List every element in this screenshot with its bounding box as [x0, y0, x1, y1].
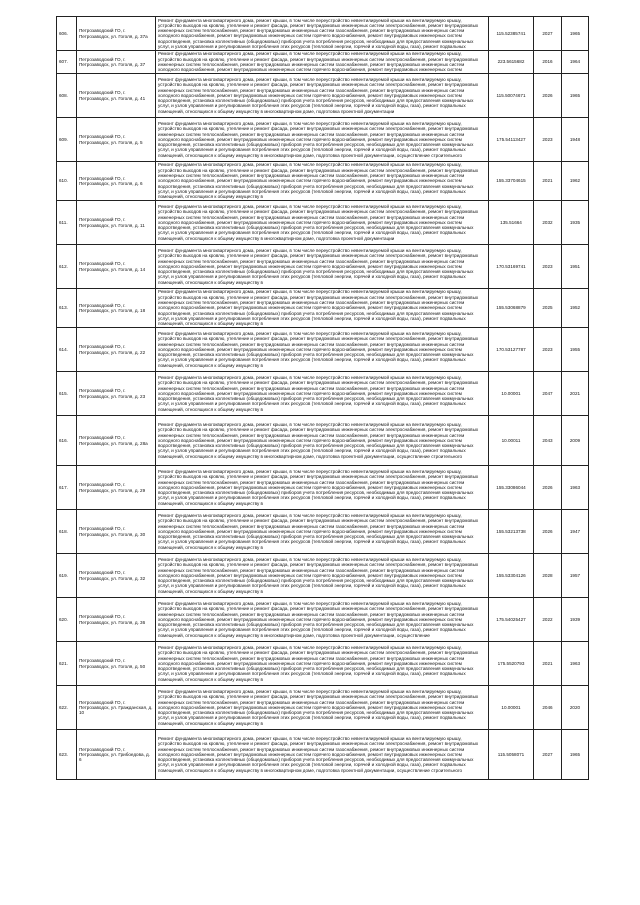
work-text: Ремонт фундамента многоквартирного дома, ремонт крыши, в том числе переустройство невентилируемой крыши на вентилируемую крышу, устройство выходов на кровлю, утепление и ремонт фасада, ремонт внутридомовых инженерных систем электроснабжения, ремонт внутридомовых инженерных систем теплоснабжения, ремонт внутридомовых инженерных систем газоснабжения, ремонт внутридомовых инженерных систем холодного водоснабжения, ремонт внутридомовых инженерных систем горячего водоснабжения, ремонт внутридомовых инженерных систем водоотведения, установка коллективных (общедомовых) приборов учета потребления ресурсов, необходимых для предоставления коммунальных услуг, и узлов управления и регулирования потребления этих ресурсов (тепловой энергии, горячей и холодной воды, газа), ремонт подвальных помещений, относящихся к общему имуществу в многоквартирном доме, подготовка проектной документации, осуществление строительного [158, 735, 479, 773]
row-repair-year: 2021 [534, 162, 562, 201]
row-repair-year: 2032 [534, 201, 562, 245]
row-address: Петрозаводский ГО, г. Петрозаводск, ул. Гоголя, д. 36 [77, 598, 156, 642]
row-work-description [156, 598, 489, 642]
row-address: Петрозаводский ГО, г. Петрозаводск, ул. Гражданская, д. 10 [77, 686, 156, 730]
table-row [57, 162, 589, 201]
row-number: 606. [57, 17, 77, 51]
row-number: 608. [57, 74, 77, 118]
table-row [57, 466, 589, 510]
row-build-year: 1952 [562, 289, 589, 328]
row-number: 615. [57, 372, 77, 416]
table-row [57, 416, 589, 466]
row-address: Петрозаводский ГО, г. Петрозаводск, ул. Гоголя, д. 14 [77, 245, 156, 289]
row-build-year: 1947 [562, 510, 589, 554]
row-number: 607. [57, 51, 77, 74]
register-table [56, 16, 589, 780]
row-number: 612. [57, 245, 77, 289]
row-number: 619. [57, 554, 77, 598]
row-address: Петрозаводский ГО, г. Петрозаводск, ул. Гоголя, д. 41 [77, 74, 156, 118]
row-address: Петрозаводский ГО, г. Петрозаводск, ул. Гоголя, д. 32 [77, 554, 156, 598]
row-number: 610. [57, 162, 77, 201]
row-cost: 10.00011 [489, 416, 534, 466]
row-address: Петрозаводский ГО, г. Петрозаводск, ул. Гоголя, д. 6 [77, 162, 156, 201]
row-cost: 115.50074671 [489, 74, 534, 118]
row-work-description [156, 328, 489, 372]
row-cost: 10.00001 [489, 372, 534, 416]
row-repair-year: 2047 [534, 372, 562, 416]
work-text: Ремонт фундамента многоквартирного дома, ремонт крыши, в том числе переустройство невентилируемой крыши на вентилируемую крышу, устройство выходов на кровлю, утепление и ремонт фасада, ремонт внутридомовых инженерных систем электроснабжения, ремонт внутридомовых инженерных систем теплоснабжения, ремонт внутридомовых инженерных систем газоснабжения, ремонт внутридомовых инженерных систем холодного водоснабжения, ремонт внутридомовых инженерных систем горячего водоснабжения, ремонт внутридомовых инженерных систем водоотведения, установка коллективных (общедомовых) приборов учета потребления ресурсов, необходимых для предоставления коммунальных услуг, и узлов управления и регулирования потребления этих ресурсов (тепловой энергии, горячей и холодной воды, газа), ремонт подвальных помещений, относящихся к общему имуществу в многоквартирном доме, подготовка проектной документации, осуществление строительного [158, 421, 479, 459]
row-work-description [156, 118, 489, 162]
row-repair-year: 2026 [534, 74, 562, 118]
row-work-description [156, 372, 489, 416]
row-address: Петрозаводский ГО, г. Петрозаводск, ул. Гоголя, д. 22 [77, 328, 156, 372]
row-build-year: 2009 [562, 416, 589, 466]
row-build-year: 1962 [562, 162, 589, 201]
row-cost: 155.33086044 [489, 466, 534, 510]
table-row [57, 598, 589, 642]
row-repair-year: 2023 [534, 118, 562, 162]
row-cost: 135.51664 [489, 201, 534, 245]
row-work-description [156, 466, 489, 510]
row-work-description [156, 730, 489, 780]
register-sheet [56, 16, 588, 780]
work-text: Ремонт фундамента многоквартирного дома, ремонт крыши, в том числе переустройство невентилируемой крыши на вентилируемую крышу, устройство выходов на кровлю, утепление и ремонт фасада, ремонт внутридомовых инженерных систем электроснабжения, ремонт внутридомовых инженерных систем теплоснабжения, ремонт внутридомовых инженерных систем газоснабжения, ремонт внутридомовых инженерных систем холодного водоснабжения, ремонт внутридомовых инженерных систем горячего водоснабжения, ремонт внутридомовых инженерных систем водоотведения, установка коллективных (общедомовых) приборов учета потребления ресурсов, необходимых для предоставления коммунальных услуг, и узлов управления и регулирования потребления этих ресурсов (тепловой энергии, горячей и холодной воды, газа), ремонт подвальных [158, 17, 479, 50]
row-repair-year: 2043 [534, 416, 562, 466]
row-cost: 175.5520793 [489, 642, 534, 686]
row-repair-year: 2025 [534, 289, 562, 328]
table-row [57, 510, 589, 554]
row-work-description [156, 162, 489, 201]
row-work-description [156, 642, 489, 686]
row-repair-year: 2046 [534, 686, 562, 730]
row-build-year: 1939 [562, 598, 589, 642]
row-work-description [156, 510, 489, 554]
row-repair-year: 2023 [534, 245, 562, 289]
work-text: Ремонт фундамента многоквартирного дома, ремонт крыши, в том числе переустройство невентилируемой крыши на вентилируемую крышу, устройство выходов на кровлю, утепление и ремонт фасада, ремонт внутридомовых инженерных систем электроснабжения, ремонт внутридомовых инженерных систем теплоснабжения, ремонт внутридомовых инженерных систем газоснабжения, ремонт внутридомовых инженерных систем холодного водоснабжения, ремонт внутридомовых инженерных систем горячего водоснабжения, ремонт внутридомовых инженерных систем водоотведения, установка коллективных (общедомовых) приборов учета потребления ресурсов, необходимых для предоставления коммунальных услуг, и узлов управления и регулирования потребления этих ресурсов (тепловой энергии, горячей и холодной воды, газа), ремонт подвальных помещений, относящихся к общему имуществу в [158, 330, 479, 368]
row-build-year: 1948 [562, 118, 589, 162]
row-build-year: 1964 [562, 51, 589, 74]
work-text: Ремонт фундамента многоквартирного дома, ремонт крыши, в том числе переустройство невентилируемой крыши на вентилируемую крышу, устройство выходов на кровлю, утепление и ремонт фасада, ремонт внутридомовых инженерных систем электроснабжения, ремонт внутридомовых инженерных систем теплоснабжения, ремонт внутридомовых инженерных систем газоснабжения, ремонт внутридомовых инженерных систем холодного водоснабжения, ремонт внутридомовых инженерных систем горячего водоснабжения, ремонт внутридомовых инженерных систем водоотведения, установка коллективных (общедомовых) приборов учета потребления ресурсов, необходимых для предоставления коммунальных услуг, и узлов управления и регулирования потребления этих ресурсов (тепловой энергии, горячей и холодной воды, газа), ремонт подвальных помещений, относящихся к общему имуществу в [158, 468, 479, 506]
row-work-description [156, 554, 489, 598]
row-number: 609. [57, 118, 77, 162]
row-build-year: 2021 [562, 372, 589, 416]
row-repair-year: 2023 [534, 328, 562, 372]
row-build-year: 2020 [562, 686, 589, 730]
row-number: 611. [57, 201, 77, 245]
row-repair-year: 2027 [534, 17, 562, 51]
row-address: Петрозаводский ГО, г. Петрозаводск, ул. Гоголя, д. 50 [77, 642, 156, 686]
row-cost: 170.53169741 [489, 245, 534, 289]
row-address: Петрозаводский ГО, г. Петрозаводск, ул. Грибоедова, д. 6 [77, 730, 156, 780]
row-number: 618. [57, 510, 77, 554]
work-text: Ремонт фундамента многоквартирного дома, ремонт крыши, в том числе переустройство невентилируемой крыши на вентилируемую крышу, устройство выходов на кровлю, утепление и ремонт фасада, ремонт внутридомовых инженерных систем электроснабжения, ремонт внутридомовых инженерных систем теплоснабжения, ремонт внутридомовых инженерных систем газоснабжения, ремонт внутридомовых инженерных систем холодного водоснабжения, ремонт внутридомовых инженерных систем горячего водоснабжения, ремонт внутридомовых инженерных систем водоотведения, установка коллективных (общедомовых) приборов учета потребления ресурсов, необходимых для предоставления коммунальных услуг, и узлов управления и регулирования потребления этих ресурсов (тепловой энергии, горячей и холодной воды, газа), ремонт подвальных помещений, относящихся к общему имуществу в [158, 162, 479, 200]
row-cost: 155.53068879 [489, 289, 534, 328]
table-row [57, 245, 589, 289]
row-build-year: 1963 [562, 642, 589, 686]
work-text: Ремонт фундамента многоквартирного дома, ремонт крыши, в том числе переустройство невентилируемой крыши на вентилируемую крышу, устройство выходов на кровлю, утепление и ремонт фасада, ремонт внутридомовых инженерных систем электроснабжения, ремонт внутридомовых инженерных систем теплоснабжения, ремонт внутридомовых инженерных систем газоснабжения, ремонт внутридомовых инженерных систем холодного водоснабжения, ремонт внутридомовых инженерных систем горячего водоснабжения, ремонт внутридомовых инженерных систем водоотведения, установка коллективных (общедомовых) приборов учета потребления ресурсов, необходимых для предоставления коммунальных услуг, и узлов управления и регулирования потребления этих ресурсов (тепловой энергии, горячей и холодной воды, газа), ремонт подвальных помещений, относящихся к общему имуществу в многоквартирном доме, подготовка проектной документации, осуществление [158, 600, 479, 638]
table-row [57, 74, 589, 118]
table-row [57, 51, 589, 74]
row-build-year: 1965 [562, 730, 589, 780]
row-work-description [156, 74, 489, 118]
row-work-description [156, 416, 489, 466]
row-cost: 10.00001 [489, 686, 534, 730]
table-row [57, 17, 589, 51]
row-repair-year: 2021 [534, 642, 562, 686]
work-text: Ремонт фундамента многоквартирного дома, ремонт крыши, в том числе переустройство невентилируемой крыши на вентилируемую крышу, устройство выходов на кровлю, утепление и ремонт фасада, ремонт внутридомовых инженерных систем электроснабжения, ремонт внутридомовых инженерных систем теплоснабжения, ремонт внутридомовых инженерных систем газоснабжения, ремонт внутридомовых инженерных систем холодного водоснабжения, ремонт внутридомовых инженерных систем горячего водоснабжения, ремонт внутридомовых инженерных систем водоотведения, установка коллективных (общедомовых) приборов учета потребления ресурсов, необходимых для предоставления коммунальных услуг, и узлов управления и регулирования потребления этих ресурсов (тепловой энергии, горячей и холодной воды, газа), ремонт подвальных помещений, относящихся к общему имуществу в [158, 644, 479, 682]
row-build-year: 1935 [562, 201, 589, 245]
table-row [57, 554, 589, 598]
row-repair-year: 2026 [534, 510, 562, 554]
row-repair-year: 2028 [534, 554, 562, 598]
row-build-year: 1951 [562, 245, 589, 289]
work-text: Ремонт фундамента многоквартирного дома, ремонт крыши, в том числе переустройство невентилируемой крыши на вентилируемую крышу, устройство выходов на кровлю, утепление и ремонт фасада, ремонт внутридомовых инженерных систем электроснабжения, ремонт внутридомовых инженерных систем теплоснабжения, ремонт внутридомовых инженерных систем газоснабжения, ремонт внутридомовых инженерных систем холодного водоснабжения, ремонт внутридомовых инженерных систем горячего водоснабжения, ремонт внутридомовых инженерных систем водоотведения, установка коллективных (общедомовых) приборов учета потребления ресурсов, необходимых для предоставления коммунальных услуг, и узлов управления и регулирования потребления этих ресурсов (тепловой энергии, горячей и холодной воды, газа), ремонт подвальных помещений, относящихся к общему имуществу в [158, 374, 479, 412]
table-row [57, 686, 589, 730]
row-address: Петрозаводский ГО, г. Петрозаводск, ул. Гоголя, д. 37 [77, 51, 156, 74]
row-work-description [156, 686, 489, 730]
row-build-year: 1965 [562, 74, 589, 118]
row-number: 614. [57, 328, 77, 372]
row-build-year: 1963 [562, 466, 589, 510]
row-address: Петрозаводский ГО, г. Петрозаводск, ул. Гоголя, д. 11 [77, 201, 156, 245]
work-text: Ремонт фундамента многоквартирного дома, ремонт крыши, в том числе переустройство невентилируемой крыши на вентилируемую крышу, устройство выходов на кровлю, утепление и ремонт фасада, ремонт внутридомовых инженерных систем электроснабжения, ремонт внутридомовых инженерных систем теплоснабжения, ремонт внутридомовых инженерных систем газоснабжения, ремонт внутридомовых инженерных систем холодного водоснабжения, ремонт внутридомовых инженерных систем горячего водоснабжения, ремонт внутридомовых инженерных систем водоотведения, установка коллективных (общедомовых) приборов учета потребления ресурсов, необходимых для предоставления коммунальных услуг, и узлов управления и регулирования потребления этих ресурсов (тепловой энергии, горячей и холодной воды, газа), ремонт подвальных помещений, относящихся к общему имуществу в [158, 289, 479, 327]
row-repair-year: 2022 [534, 598, 562, 642]
row-address: Петрозаводский ГО, г. Петрозаводск, ул. Гоголя, д. 23 [77, 372, 156, 416]
table-row [57, 642, 589, 686]
row-cost: 170.53127787 [489, 328, 534, 372]
row-build-year: 1965 [562, 17, 589, 51]
table-row [57, 730, 589, 780]
work-text: Ремонт фундамента многоквартирного дома, ремонт крыши, в том числе переустройство невентилируемой крыши на вентилируемую крышу, устройство выходов на кровлю, утепление и ремонт фасада, ремонт внутридомовых инженерных систем электроснабжения, ремонт внутридомовых инженерных систем теплоснабжения, ремонт внутридомовых инженерных систем газоснабжения, ремонт внутридомовых инженерных систем холодного водоснабжения, ремонт внутридомовых инженерных систем горячего водоснабжения, ремонт внутридомовых инженерных систем водоотведения, установка коллективных (общедомовых) приборов учета потребления ресурсов, необходимых для предоставления коммунальных услуг, и узлов управления и регулирования потребления этих ресурсов (тепловой энергии, горячей и холодной воды, газа), ремонт подвальных помещений, относящихся к общему имуществу в [158, 247, 479, 285]
row-build-year: 1957 [562, 554, 589, 598]
row-work-description [156, 17, 489, 51]
row-work-description [156, 289, 489, 328]
row-number: 621. [57, 642, 77, 686]
table-row [57, 289, 589, 328]
row-cost: 175.54025427 [489, 598, 534, 642]
row-address: Петрозаводский ГО, г. Петрозаводск, ул. Гоголя, д. 29 [77, 466, 156, 510]
row-number: 617. [57, 466, 77, 510]
row-number: 620. [57, 598, 77, 642]
row-repair-year: 2027 [534, 730, 562, 780]
table-row [57, 372, 589, 416]
table-row [57, 328, 589, 372]
row-number: 623. [57, 730, 77, 780]
row-build-year: 1955 [562, 328, 589, 372]
row-cost: 155.33704615 [489, 162, 534, 201]
row-cost: 155.53213738 [489, 510, 534, 554]
row-repair-year: 2016 [534, 51, 562, 74]
work-text: Ремонт фундамента многоквартирного дома, ремонт крыши, в том числе переустройство невентилируемой крыши на вентилируемую крышу, устройство выходов на кровлю, утепление и ремонт фасада, ремонт внутридомовых инженерных систем электроснабжения, ремонт внутридомовых инженерных систем теплоснабжения, ремонт внутридомовых инженерных систем газоснабжения, ремонт внутридомовых инженерных систем холодного водоснабжения, ремонт внутридомовых инженерных систем горячего водоснабжения, ремонт внутридомовых инженерных систем [158, 51, 479, 73]
work-text: Ремонт фундамента многоквартирного дома, ремонт крыши, в том числе переустройство невентилируемой крыши на вентилируемую крышу, устройство выходов на кровлю, утепление и ремонт фасада, ремонт внутридомовых инженерных систем электроснабжения, ремонт внутридомовых инженерных систем теплоснабжения, ремонт внутридомовых инженерных систем газоснабжения, ремонт внутридомовых инженерных систем холодного водоснабжения, ремонт внутридомовых инженерных систем горячего водоснабжения, ремонт внутридомовых инженерных систем водоотведения, установка коллективных (общедомовых) приборов учета потребления ресурсов, необходимых для предоставления коммунальных услуг, и узлов управления и регулирования потребления этих ресурсов (тепловой энергии, горячей и холодной воды, газа), ремонт подвальных помещений, относящихся к общему имуществу в многоквартирном доме, подготовка проектной документации, осуществление строительного [158, 120, 479, 158]
row-number: 613. [57, 289, 77, 328]
work-text: Ремонт фундамента многоквартирного дома, ремонт крыши, в том числе переустройство невентилируемой крыши на вентилируемую крышу, устройство выходов на кровлю, утепление и ремонт фасада, ремонт внутридомовых инженерных систем электроснабжения, ремонт внутридомовых инженерных систем теплоснабжения, ремонт внутридомовых инженерных систем газоснабжения, ремонт внутридомовых инженерных систем холодного водоснабжения, ремонт внутридомовых инженерных систем горячего водоснабжения, ремонт внутридомовых инженерных систем водоотведения, установка коллективных (общедомовых) приборов учета потребления ресурсов, необходимых для предоставления коммунальных услуг, и узлов управления и регулирования потребления этих ресурсов (тепловой энергии, горячей и холодной воды, газа), ремонт подвальных помещений, относящихся к общему имуществу в [158, 556, 479, 594]
row-work-description [156, 201, 489, 245]
work-text: Ремонт фундамента многоквартирного дома, ремонт крыши, в том числе переустройство невентилируемой крыши на вентилируемую крышу, устройство выходов на кровлю, утепление и ремонт фасада, ремонт внутридомовых инженерных систем электроснабжения, ремонт внутридомовых инженерных систем теплоснабжения, ремонт внутридомовых инженерных систем газоснабжения, ремонт внутридомовых инженерных систем холодного водоснабжения, ремонт внутридомовых инженерных систем горячего водоснабжения, ремонт внутридомовых инженерных систем водоотведения, установка коллективных (общедомовых) приборов учета потребления ресурсов, необходимых для предоставления коммунальных услуг, и узлов управления и регулирования потребления этих ресурсов (тепловой энергии, горячей и холодной воды, газа), ремонт подвальных помещений, относящихся к общему имуществу в многоквартирном доме, подготовка проектной документации [158, 203, 479, 241]
row-number: 616. [57, 416, 77, 466]
row-number: 622. [57, 686, 77, 730]
row-cost: 175.54113427 [489, 118, 534, 162]
row-address: Петрозаводский ГО, г. Петрозаводск, ул. Гоголя, д. 18 [77, 289, 156, 328]
row-cost: 223.5615682 [489, 51, 534, 74]
work-text: Ремонт фундамента многоквартирного дома, ремонт крыши, в том числе переустройство невентилируемой крыши на вентилируемую крышу, устройство выходов на кровлю, утепление и ремонт фасада, ремонт внутридомовых инженерных систем электроснабжения, ремонт внутридомовых инженерных систем теплоснабжения, ремонт внутридомовых инженерных систем газоснабжения, ремонт внутридомовых инженерных систем холодного водоснабжения, ремонт внутридомовых инженерных систем горячего водоснабжения, ремонт внутридомовых инженерных систем водоотведения, установка коллективных (общедомовых) приборов учета потребления ресурсов, необходимых для предоставления коммунальных услуг, и узлов управления и регулирования потребления этих ресурсов (тепловой энергии, горячей и холодной воды, газа), ремонт подвальных помещений, относящихся к общему имуществу в [158, 512, 479, 550]
row-repair-year: 2026 [534, 466, 562, 510]
work-text: Ремонт фундамента многоквартирного дома, ремонт крыши, в том числе переустройство невентилируемой крыши на вентилируемую крышу, устройство выходов на кровлю, утепление и ремонт фасада, ремонт внутридомовых инженерных систем электроснабжения, ремонт внутридомовых инженерных систем теплоснабжения, ремонт внутридомовых инженерных систем газоснабжения, ремонт внутридомовых инженерных систем холодного водоснабжения, ремонт внутридомовых инженерных систем горячего водоснабжения, ремонт внутридомовых инженерных систем водоотведения, установка коллективных (общедомовых) приборов учета потребления ресурсов, необходимых для предоставления коммунальных услуг, и узлов управления и регулирования потребления этих ресурсов (тепловой энергии, горячей и холодной воды, газа), ремонт подвальных помещений, относящихся к общему имуществу в [158, 688, 479, 726]
row-work-description [156, 245, 489, 289]
row-address: Петрозаводский ГО, г. Петрозаводск, ул. Гоголя, д. 5 [77, 118, 156, 162]
table-row [57, 118, 589, 162]
register-body [57, 17, 589, 780]
row-cost: 115.5058071 [489, 730, 534, 780]
row-address: Петрозаводский ГО, г. Петрозаводск, ул. Гоголя, д. 30 [77, 510, 156, 554]
row-work-description [156, 51, 489, 74]
work-text: Ремонт фундамента многоквартирного дома, ремонт крыши, в том числе переустройство невентилируемой крыши на вентилируемую крышу, устройство выходов на кровлю, утепление и ремонт фасада, ремонт внутридомовых инженерных систем электроснабжения, ремонт внутридомовых инженерных систем теплоснабжения, ремонт внутридомовых инженерных систем газоснабжения, ремонт внутридомовых инженерных систем холодного водоснабжения, ремонт внутридомовых инженерных систем горячего водоснабжения, ремонт внутридомовых инженерных систем водоотведения, установка коллективных (общедомовых) приборов учета потребления ресурсов, необходимых для предоставления коммунальных услуг, и узлов управления и регулирования потребления этих ресурсов (тепловой энергии, горячей и холодной воды, газа), ремонт подвальных помещений, относящихся к общему имуществу в многоквартирном доме, подготовка проектной документации [158, 76, 479, 114]
row-address: Петрозаводский ГО, г. Петрозаводск, ул. Гоголя, д. 28а [77, 416, 156, 466]
table-row [57, 201, 589, 245]
row-cost: 155.53304126 [489, 554, 534, 598]
row-address: Петрозаводский ГО, г. Петрозаводск, ул. Гоголя, д. 37а [77, 17, 156, 51]
row-cost: 115.52385741 [489, 17, 534, 51]
